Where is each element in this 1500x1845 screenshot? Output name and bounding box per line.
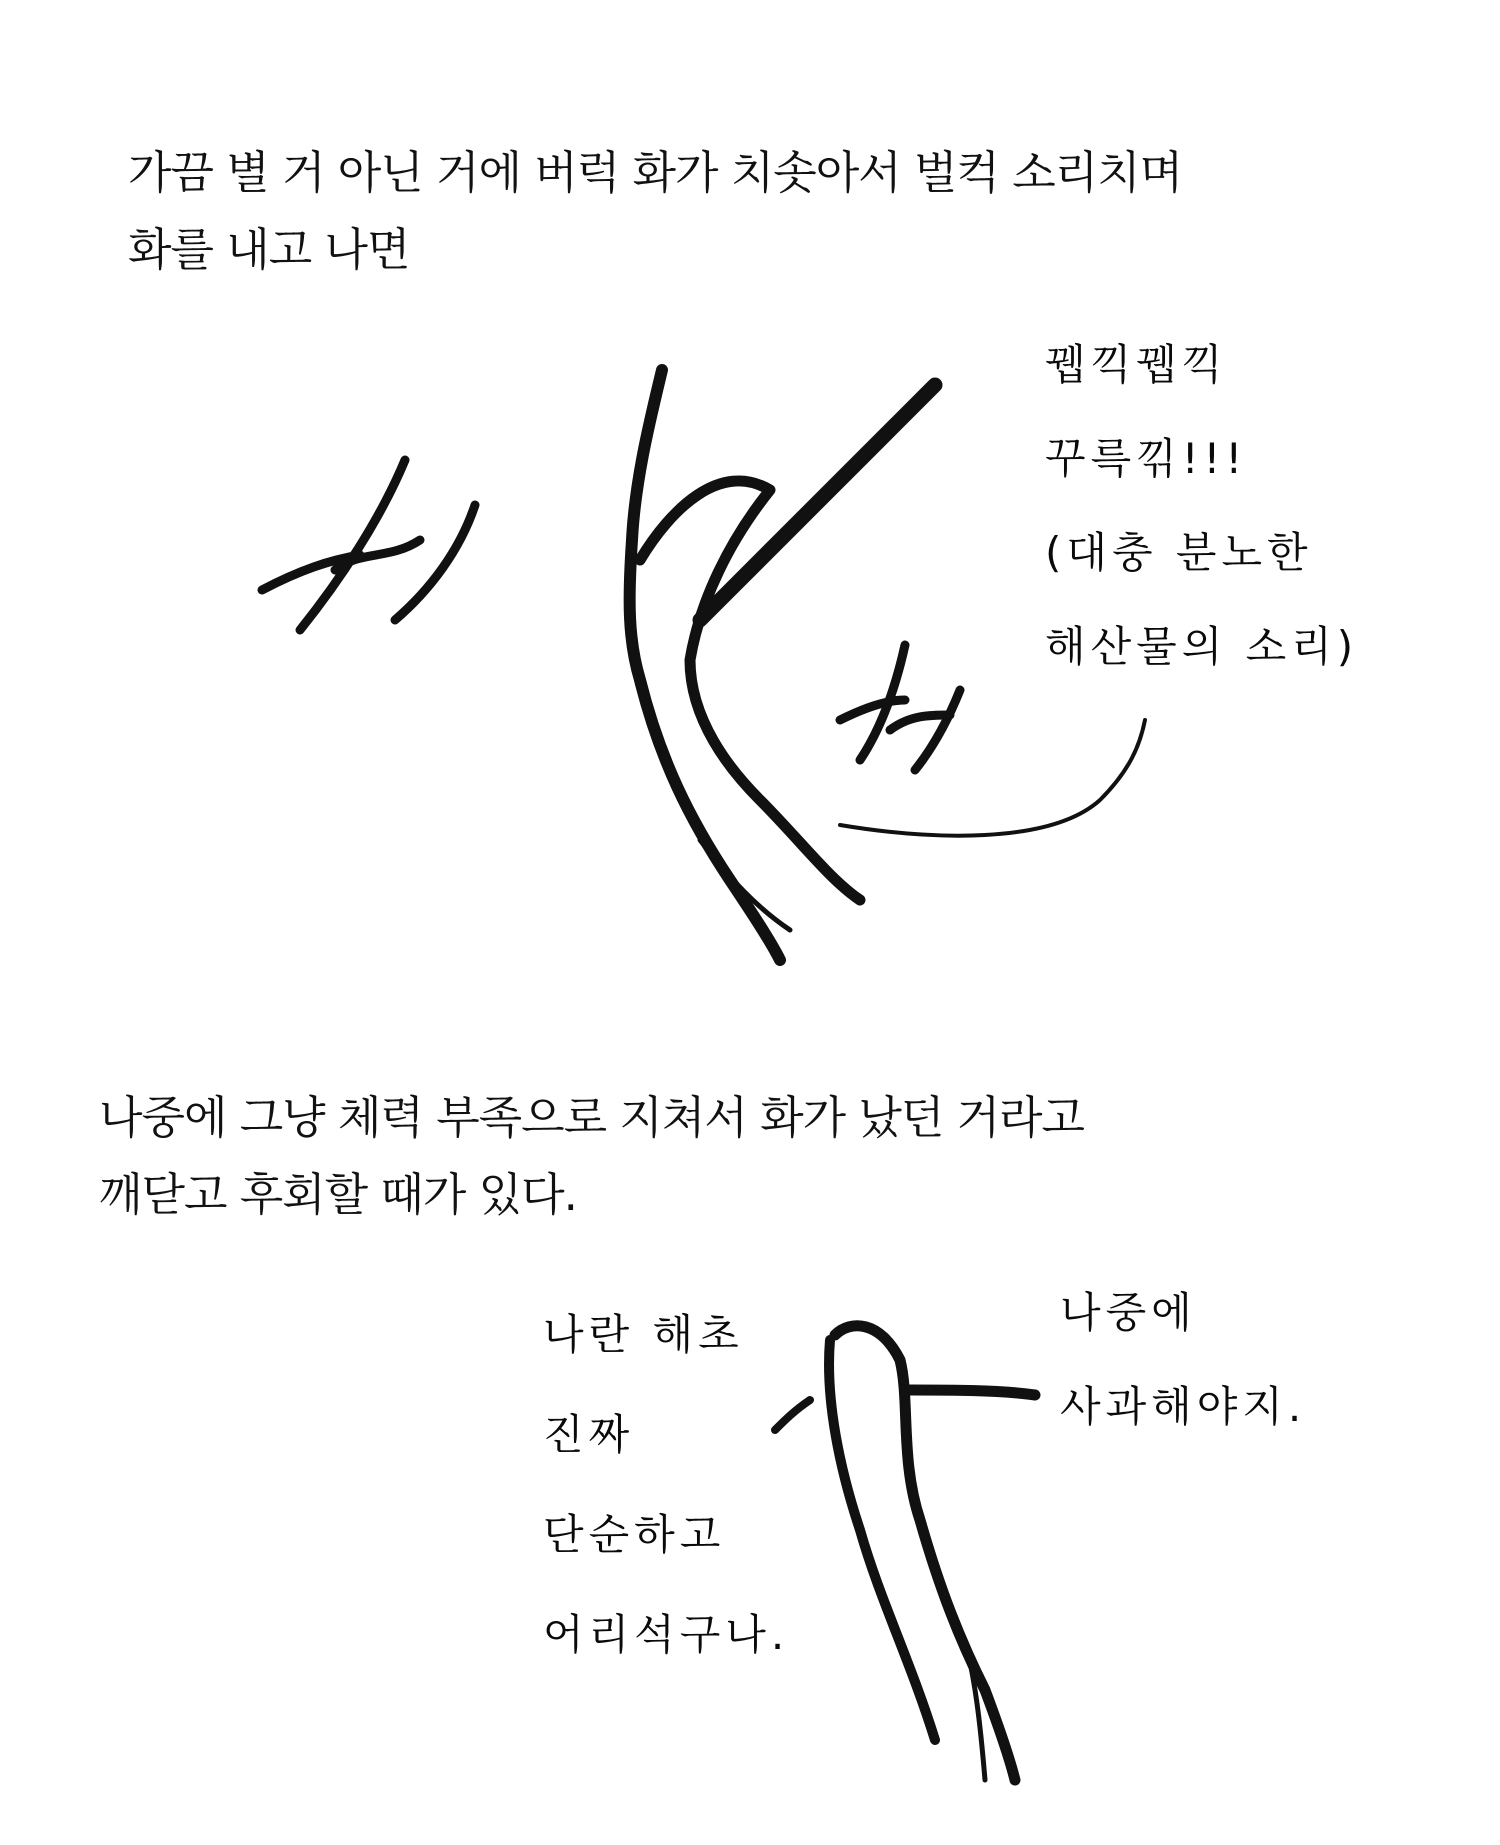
caption-bottom <box>99 1079 1084 1233</box>
angry-line-2: 꾸륵끾!!! <box>1045 434 1248 483</box>
regret-seaweed-drawing <box>775 1326 1035 1780</box>
caption-bottom-line-2: 깨닫고 후회할 때가 있다. <box>99 1168 577 1221</box>
apology-line-1: 나중에 <box>1060 1288 1197 1337</box>
angry-seaweed-drawing <box>630 370 935 960</box>
caption-bottom-line-1: 나중에 그냥 체력 부족으로 지쳐서 화가 났던 거라고 <box>99 1091 1085 1144</box>
angry-line-4: 해산물의 소리) <box>1045 622 1359 671</box>
regret-line-1: 나란 해초 <box>543 1310 744 1359</box>
caption-top-line-1: 가끔 별 거 아닌 거에 버럭 화가 치솟아서 벌컥 소리치며 <box>128 146 1183 199</box>
regret-line-2: 진짜 <box>543 1410 635 1459</box>
caption-top-line-2: 화를 내고 나면 <box>128 223 410 276</box>
regret-line-3: 단순하고 <box>543 1510 726 1559</box>
regret-thought <box>543 1310 789 1710</box>
angry-line-1: 뀁끽뀁끽 <box>1045 340 1228 389</box>
apology-thought <box>1060 1288 1306 1476</box>
anger-mark-left <box>262 460 475 630</box>
regret-line-4: 어리석구나. <box>543 1610 790 1659</box>
angry-sound-effect <box>1045 340 1358 716</box>
speech-tail <box>840 720 1145 836</box>
anger-mark-right <box>840 645 960 770</box>
angry-line-3: (대충 분노한 <box>1045 528 1313 577</box>
apology-line-2: 사과해야지. <box>1060 1382 1307 1431</box>
